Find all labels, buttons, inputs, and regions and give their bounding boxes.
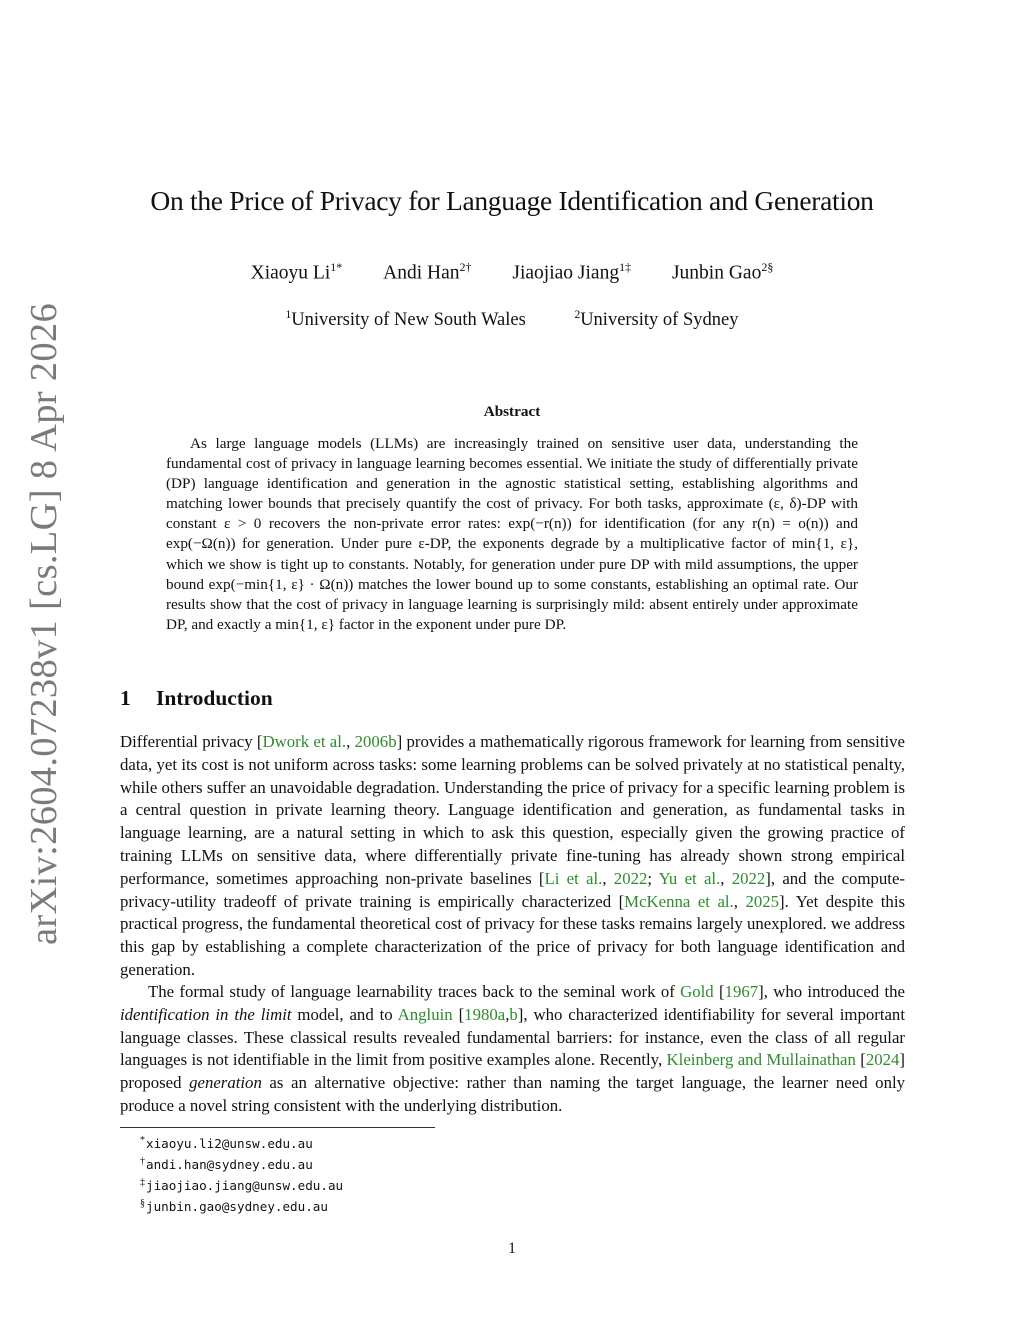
text-run: , xyxy=(733,891,746,911)
text-run: , xyxy=(346,732,355,751)
text-run: [ xyxy=(452,1004,465,1024)
text-run: model, and to xyxy=(291,1004,398,1024)
text-run: Differential privacy [ xyxy=(120,732,263,751)
author-list xyxy=(0,260,1024,285)
footnote-mark: † xyxy=(140,1155,145,1167)
footnote-email[interactable]: andi.han@sydney.edu.au xyxy=(146,1157,313,1173)
citation-link[interactable]: Gold xyxy=(680,982,714,1001)
paper-title: On the Price of Privacy for Language Identification and Generation xyxy=(150,185,874,216)
abstract-text: As large language models (LLMs) are increasingly trained on sensitive user data, understanding the fundamental cost of privacy in language learning becomes essential. We initiate the study of differentially private (DP) language identification and generation in the agnostic statistical setting, establishing algorithms and matching lower bounds that precisely quantify the cost of privacy. For both tasks, approximate (ε, δ)-DP with constant ε > 0 recovers the non-private error rates: exp(−r(n)) for identification (for any r(n) = o(n)) and exp(−Ω(n)) for generation. Under pure ε-DP, the exponents degrade by a multiplicative factor of min{1, ε}, which we show is tight up to constants. Notably, for generation under pure DP with mild assumptions, the upper bound exp(−min{1, ε} · Ω(n)) matches the lower bound up to some constants, establishing an optimal rate. Our results show that the cost of privacy in language learning is surprisingly mild: absent entirely under approximate DP, and exactly a min{1, ε} factor in the exponent under pure DP. xyxy=(166,435,858,633)
text-run: ] provides a mathematically rigorous framework for learning from sensitive data, yet its cost is not uniform across tasks: some learning problems can be solved privately at no statistical penalty, while others suffer an unavoidable degradation. Understanding the price of privacy for a specific learning problem is a central question in private learning theory. Language identification and generation, as fundamental tasks in language learning, are a natural setting in which to ask this question, especially given the growing practice of training LLMs on sensitive data, where differentially private fine-tuning has already shown strong empirical performance, sometimes approaching non-private baselines [ xyxy=(120,732,906,888)
footnote-divider xyxy=(120,1127,435,1128)
citation-link[interactable]: Yu et al. xyxy=(658,868,721,888)
author-name: Junbin Gao xyxy=(671,262,762,284)
citation-link[interactable]: b xyxy=(509,1004,518,1024)
author-mark: 2† xyxy=(459,260,472,274)
text-run: , xyxy=(505,1004,510,1024)
footnote-mark: § xyxy=(140,1197,145,1209)
affiliation xyxy=(286,309,526,331)
affiliation xyxy=(574,309,738,331)
author xyxy=(512,260,631,285)
abstract-heading: Abstract xyxy=(483,403,541,420)
text-run: , xyxy=(720,868,732,888)
citation-link[interactable]: 2006b xyxy=(354,732,397,751)
text-run: ]. Yet despite this practical progress, the fundamental theoretical cost of privacy for these tasks remains largely unexplored. we address this gap by establishing a complete characterization of the price of privacy for both language identification and generation. xyxy=(120,891,906,979)
citation-link[interactable]: Dwork et al. xyxy=(262,732,347,751)
citation-link[interactable]: McKenna et al. xyxy=(624,891,734,911)
footnote xyxy=(140,1195,343,1216)
text-run: ; xyxy=(647,868,659,888)
citation-link[interactable]: 1980a xyxy=(464,1004,506,1024)
author xyxy=(251,260,343,285)
footnote-mark: * xyxy=(140,1135,145,1146)
arxiv-stamp: arXiv:2604.07238v1 [cs.LG] 8 Apr 2026 xyxy=(23,303,65,945)
affiliation-name: University of Sydney xyxy=(580,310,739,331)
intro-paragraph-1 xyxy=(120,731,905,982)
section-number: 1 xyxy=(120,686,131,710)
author-mark: 1* xyxy=(330,260,343,274)
text-run: The formal study of language learnability traces back to the seminal work of xyxy=(148,982,681,1001)
footnote-list xyxy=(140,1132,343,1216)
emphasis-text: generation xyxy=(189,1073,262,1093)
footnote-email[interactable]: junbin.gao@sydney.edu.au xyxy=(146,1199,328,1215)
author-mark: 2§ xyxy=(761,260,774,274)
footnote-mark: ‡ xyxy=(140,1176,145,1188)
text-run: as an alternative objective: rather than naming the target language, the learner need only produce a novel string consistent with the underlying distribution. xyxy=(120,1073,906,1115)
affiliation-list xyxy=(0,309,1024,331)
section-title: Introduction xyxy=(156,686,273,710)
section-heading xyxy=(120,686,273,711)
affiliation-name: University of New South Wales xyxy=(291,310,526,331)
citation-link[interactable]: Li et al. xyxy=(544,868,603,888)
text-run: ] proposed xyxy=(120,1050,905,1093)
affiliation-mark: 2 xyxy=(574,309,581,321)
citation-link[interactable]: Kleinberg and Mullainathan xyxy=(666,1050,856,1070)
footnote xyxy=(140,1132,343,1153)
citation-link[interactable]: 2022 xyxy=(613,868,648,888)
author-name: Andi Han xyxy=(383,262,460,284)
footnote-email[interactable]: xiaoyu.li2@unsw.edu.au xyxy=(146,1136,313,1152)
citation-link[interactable]: 2025 xyxy=(745,891,780,911)
author-name: Xiaoyu Li xyxy=(250,262,331,284)
text-run: , xyxy=(602,868,614,888)
citation-link[interactable]: Angluin xyxy=(397,1004,453,1024)
intro-paragraph-2 xyxy=(120,981,905,1118)
footnote-email[interactable]: jiaojiao.jiang@unsw.edu.au xyxy=(146,1178,344,1194)
citation-link[interactable]: 1967 xyxy=(724,982,759,1001)
author-name: Jiaojiao Jiang xyxy=(512,262,620,284)
text-run: [ xyxy=(713,982,725,1001)
text-run: [ xyxy=(855,1050,866,1070)
affiliation-mark: 1 xyxy=(285,309,292,321)
emphasis-text: identification in the limit xyxy=(120,1004,292,1024)
author-mark: 1‡ xyxy=(619,260,632,274)
author xyxy=(672,260,773,285)
citation-link[interactable]: 2024 xyxy=(865,1050,900,1070)
text-run: ], who characterized identifiability for several important language classes. These classical results revealed fundamental barriers: for instance, even the class of all regular languages is not identifiable in the limit from positive examples alone. Recently, xyxy=(120,1004,905,1070)
citation-link[interactable]: 2022 xyxy=(731,868,766,888)
text-run: ], and the compute-privacy-utility tradeoff of private training is empirically characterized [ xyxy=(120,868,905,911)
text-run: ], who introduced the xyxy=(758,982,905,1001)
footnote xyxy=(140,1153,343,1174)
author xyxy=(383,260,471,285)
page-number: 1 xyxy=(508,1240,516,1257)
footnote xyxy=(140,1174,343,1195)
